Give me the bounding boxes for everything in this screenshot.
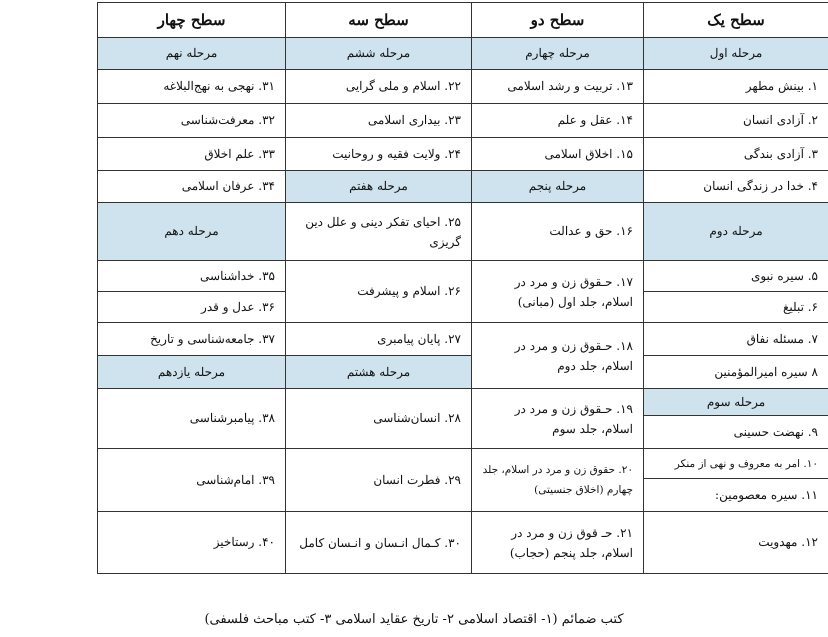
book-36: ۳۶. عدل و قدر (98, 292, 286, 323)
book-23: ۲۳. بیداری اسلامی (286, 104, 472, 138)
table-row (98, 449, 828, 479)
table-row (98, 70, 828, 104)
book-40: ۴۰. رستاخیز (98, 512, 286, 574)
book-29: ۲۹. فطرت انسان (286, 449, 472, 512)
book-14: ۱۴. عقل و علم (472, 104, 644, 138)
table-row (98, 389, 828, 416)
book-30: ۳۰. کـمال انـسان و انـسان کامل (286, 512, 472, 574)
stage-2: مرحله دوم (644, 203, 828, 261)
stage-10: مرحله دهم (98, 203, 286, 261)
table-row (98, 356, 828, 389)
book-39: ۳۹. امام‌شناسی (98, 449, 286, 512)
stage-4: مرحله چهارم (472, 38, 644, 70)
book-35: ۳۵. خداشناسی (98, 261, 286, 292)
book-24: ۲۴. ولایت فقیه و روحانیت (286, 138, 472, 171)
book-22: ۲۲. اسلام و ملی گرایی (286, 70, 472, 104)
book-12: ۱۲. مهدویت (644, 512, 828, 574)
book-11: ۱۱. سیره معصومین: (644, 479, 828, 512)
book-38: ۳۸. پیامبرشناسی (98, 389, 286, 449)
book-5: ۵. سیره نبوی (644, 261, 828, 292)
stage-6: مرحله ششم (286, 38, 472, 70)
book-15: ۱۵. اخلاق اسلامی (472, 138, 644, 171)
book-33: ۳۳. علم اخلاق (98, 138, 286, 171)
header-row (98, 3, 828, 38)
book-26: ۲۶. اسلام و پیشرفت (286, 261, 472, 323)
book-4: ۴. خدا در زندگی انسان (644, 171, 828, 203)
book-7: ۷. مسئله نفاق (644, 323, 828, 356)
book-20: ۲۰. حقوق زن و مرد در اسلام، جلد چهارم (اخلاق جنسیتی) (472, 449, 644, 512)
table-row (98, 104, 828, 138)
book-25: ۲۵. احیای تفکر دینی و علل دین گریزی (286, 203, 472, 261)
curriculum-table-container (97, 2, 828, 574)
table-row (98, 38, 828, 70)
book-6: ۶. تبلیغ (644, 292, 828, 323)
table-row (98, 323, 828, 356)
book-31: ۳۱. نهجی به نهج‌البلاغه (98, 70, 286, 104)
stage-11: مرحله یازدهم (98, 356, 286, 389)
book-2: ۲. آزادی انسان (644, 104, 828, 138)
book-8: ۸ سیره امیرالمؤمنین (644, 356, 828, 389)
header-level-2: سطح دو (472, 3, 644, 38)
book-34: ۳۴. عرفان اسلامی (98, 171, 286, 203)
book-21: ۲۱. حـ قوق زن و مرد در اسلام، جلد پنجم (حجاب) (472, 512, 644, 574)
curriculum-table (97, 2, 828, 574)
header-level-1: سطح یک (644, 3, 828, 38)
book-13: ۱۳. تربیت و رشد اسلامی (472, 70, 644, 104)
header-level-4: سطح چهار (98, 3, 286, 38)
stage-9: مرحله نهم (98, 38, 286, 70)
stage-7: مرحله هفتم (286, 171, 472, 203)
book-9: ۹. نهضت حسینی (644, 416, 828, 449)
table-row (98, 203, 828, 261)
header-level-3: سطح سه (286, 3, 472, 38)
book-19: ۱۹. حـقوق زن و مرد در اسلام، جلد سوم (472, 389, 644, 449)
book-17: ۱۷. حـقوق زن و مرد در اسلام، جلد اول (مبانی) (472, 261, 644, 323)
stage-8: مرحله هشتم (286, 356, 472, 389)
book-32: ۳۲. معرفت‌شناسی (98, 104, 286, 138)
table-row (98, 261, 828, 292)
stage-3: مرحله سوم (644, 389, 828, 416)
book-27: ۲۷. پایان پیامبری (286, 323, 472, 356)
book-10: ۱۰. امر به معروف و نهی از منکر (644, 449, 828, 479)
appendix-caption: کتب ضمائم (۱- اقتصاد اسلامی ۲- تاریخ عقاید اسلامی ۳- کتب مباحث فلسفی) (204, 612, 624, 627)
table-row (98, 138, 828, 171)
table-row (98, 512, 828, 574)
book-28: ۲۸. انسان‌شناسی (286, 389, 472, 449)
book-16: ۱۶. حق و عدالت (472, 203, 644, 261)
book-3: ۳. آزادی بندگی (644, 138, 828, 171)
book-18: ۱۸. حـقوق زن و مرد در اسلام، جلد دوم (472, 323, 644, 389)
book-37: ۳۷. جامعه‌شناسی و تاریخ (98, 323, 286, 356)
table-row (98, 171, 828, 203)
stage-1: مرحله اول (644, 38, 828, 70)
stage-5: مرحله پنجم (472, 171, 644, 203)
book-1: ۱. بینش مطهر (644, 70, 828, 104)
